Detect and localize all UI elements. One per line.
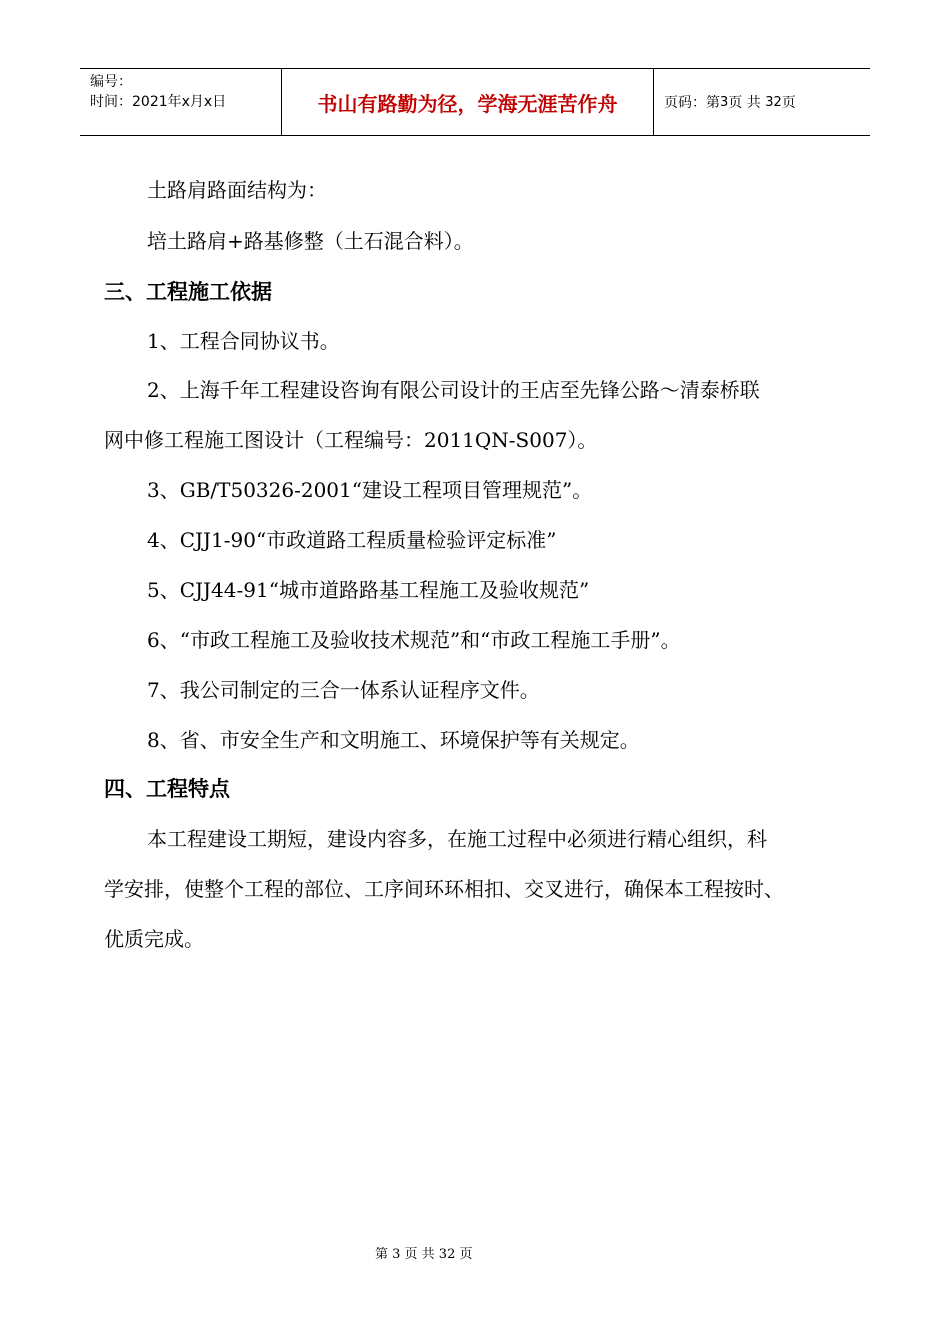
- list-item: 6、“市政工程施工及验收技术规范”和“市政工程施工手册”。: [147, 628, 681, 652]
- list-item: 1、工程合同协议书。: [147, 329, 340, 353]
- list-item: 2、上海千年工程建设咨询有限公司设计的王店至先锋公路～清泰桥联: [147, 378, 760, 402]
- page-current: 3: [720, 94, 729, 110]
- list-item: 7、我公司制定的三合一体系认证程序文件。: [147, 678, 540, 702]
- paragraph-shoulder-structure: 土路肩路面结构为：: [147, 178, 327, 202]
- paragraph-line: 本工程建设工期短，建设内容多，在施工过程中必须进行精心组织，科: [147, 827, 767, 851]
- page-prefix: 页码：第: [664, 95, 720, 111]
- paragraph-line: 优质完成。: [104, 927, 204, 951]
- list-item-continuation: 网中修工程施工图设计（工程编号：2011QN-S007）。: [104, 428, 598, 452]
- number-label: 编号：: [90, 74, 132, 90]
- section-heading-basis: 三、工程施工依据: [104, 280, 272, 304]
- page-header: [80, 68, 870, 136]
- section-heading-features: 四、工程特点: [104, 777, 230, 801]
- list-item: 4、CJJ1-90“市政道路工程质量检验评定标准”: [147, 528, 557, 552]
- page-total: 32: [765, 94, 782, 110]
- page-footer: 第 3 页 共 32 页: [375, 1247, 473, 1262]
- page-suffix: 页: [781, 95, 796, 111]
- list-item: 5、CJJ44-91“城市道路路基工程施工及验收规范”: [147, 578, 590, 602]
- list-item: 8、省、市安全生产和文明施工、环境保护等有关规定。: [147, 728, 640, 752]
- page-mid: 页 共: [728, 95, 761, 111]
- header-motto: 书山有路勤为径，学海无涯苦作舟: [282, 69, 654, 135]
- paragraph-shoulder-detail: 培土路肩+路基修整（土石混合料）。: [147, 229, 474, 253]
- header-meta: [80, 69, 282, 135]
- date-label: 时间：2021年x月x日: [90, 94, 227, 110]
- list-item: 3、GB/T50326-2001“建设工程项目管理规范”。: [147, 478, 593, 502]
- paragraph-line: 学安排，使整个工程的部位、工序间环环相扣、交叉进行，确保本工程按时、: [104, 877, 784, 901]
- header-page-info: [654, 69, 870, 135]
